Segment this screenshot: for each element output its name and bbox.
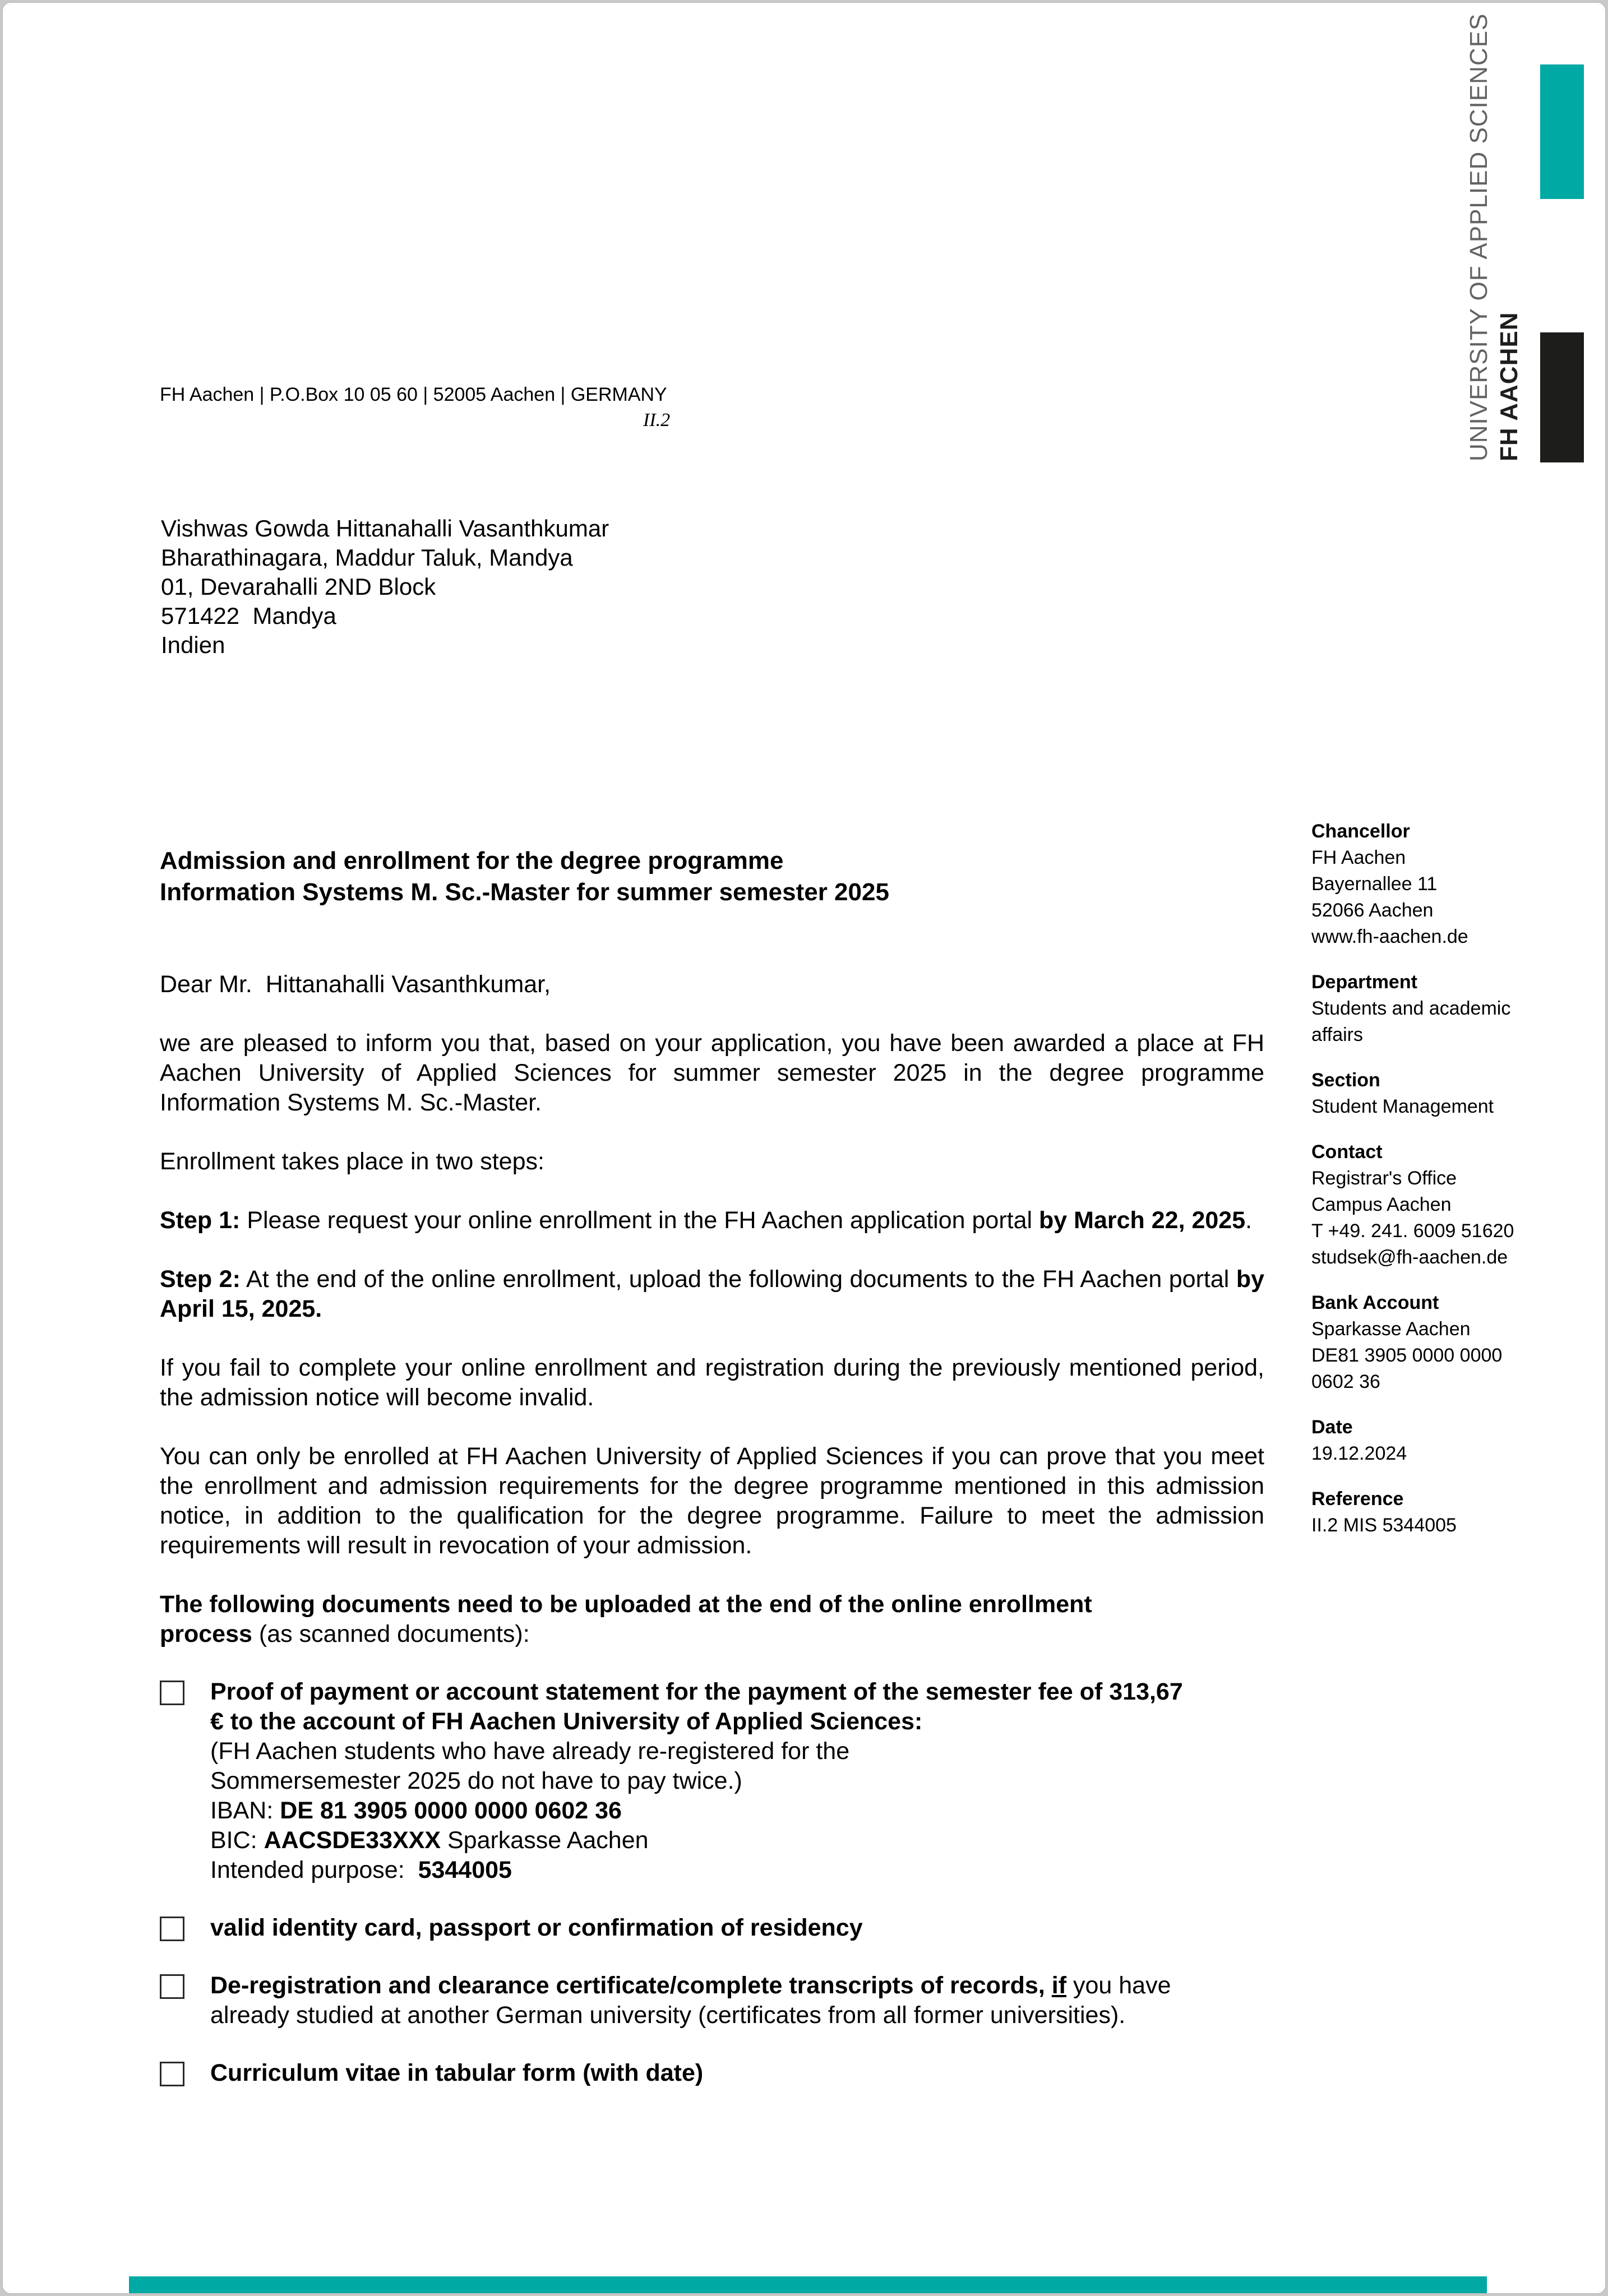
sidebar-date-value: 19.12.2024 [1311, 1443, 1407, 1464]
logo-subtitle: UNIVERSITY OF APPLIED SCIENCES [1465, 13, 1493, 461]
checklist-item-identity-text [210, 1913, 1236, 1943]
sidebar-line: Students and academic [1311, 998, 1511, 1019]
sidebar-iban: 0602 36 [1311, 1371, 1380, 1392]
paragraph-steps-intro: Enrollment takes place in two steps: [160, 1148, 544, 1175]
cv-requirement: Curriculum vitae in tabular form (with date) [210, 2059, 704, 2086]
sidebar-block-department [1311, 969, 1565, 1048]
footer-accent-bar [129, 2276, 1487, 2293]
sender-area [160, 382, 670, 433]
purpose-value: 5344005 [418, 1857, 512, 1883]
sidebar-block-date [1311, 1414, 1565, 1467]
documents-heading [160, 1590, 1147, 1649]
sidebar-title-section: Section [1311, 1070, 1380, 1091]
subject-line-2: Information Systems M. Sc.-Master for summer semester 2025 [160, 878, 889, 906]
step1-text: Please request your online enrollment in the FH Aachen application portal [240, 1207, 1039, 1234]
checklist-item-cv-text [210, 2058, 1236, 2088]
step1-label: Step 1: [160, 1207, 241, 1234]
subject-line-1: Admission and enrollment for the degree programme [160, 847, 784, 874]
bic-value: AACSDE33XXX [264, 1827, 441, 1854]
brand-teal-block [1540, 64, 1584, 199]
sidebar-line: Student Management [1311, 1096, 1494, 1117]
sidebar-email: studsek@fh-aachen.de [1311, 1247, 1508, 1268]
recipient-street: Bharathinagara, Maddur Taluk, Mandya [161, 544, 573, 571]
sidebar-website: www.fh-aachen.de [1311, 926, 1468, 947]
step2-label: Step 2: [160, 1266, 241, 1293]
checklist-item-identity [160, 1913, 1264, 1943]
salutation: Dear Mr. Hittanahalli Vasanthkumar, [160, 971, 551, 998]
checklist-item-deregistration [160, 1971, 1264, 2030]
payment-requirement: Proof of payment or account statement for the payment of the semester fee of 313,67 € to the account of FH Aachen University of Applied Sciences: [210, 1678, 1183, 1735]
sender-return-address: FH Aachen | P.O.Box 10 05 60 | 52005 Aachen | GERMANY [160, 384, 667, 405]
subject-heading [160, 845, 1264, 908]
recipient-name: Vishwas Gowda Hittanahalli Vasanthkumar [161, 515, 609, 541]
sidebar-line: FH Aachen [1311, 847, 1406, 868]
recipient-country: Indien [161, 632, 225, 658]
sidebar-block-bank-account [1311, 1290, 1565, 1395]
checklist-item-payment-text [210, 1677, 1236, 1885]
sidebar-title-reference: Reference [1311, 1488, 1404, 1510]
checkbox-icon [160, 2062, 184, 2086]
sidebar-title-bank-account: Bank Account [1311, 1292, 1439, 1313]
sidebar-iban: DE81 3905 0000 0000 [1311, 1345, 1503, 1366]
sidebar-line: Campus Aachen [1311, 1194, 1452, 1215]
paragraph-step1 [160, 1206, 1264, 1235]
step1-deadline: by March 22, 2025 [1039, 1207, 1246, 1234]
bic-bank-name: Sparkasse Aachen [441, 1827, 649, 1854]
letter-body [160, 845, 1264, 2116]
paragraph-requirements: You can only be enrolled at FH Aachen University of Applied Sciences if you can prove that you meet the enrollment and admission requirements for the degree programme mentioned in this admission notice, in addition to the qualification for the degree programme. Failure to meet the admission requirements will result in revocation of your admission. [160, 1443, 1264, 1559]
fh-aachen-logo [1464, 2, 1524, 461]
sidebar-block-reference [1311, 1486, 1565, 1539]
sidebar-phone: T +49. 241. 6009 51620 [1311, 1220, 1514, 1242]
iban-line [210, 1796, 1236, 1826]
unit-reference: II.2 [643, 410, 671, 430]
checkbox-icon [160, 1681, 184, 1705]
sidebar-line: Registrar's Office [1311, 1168, 1457, 1189]
sidebar-line: Bayernallee 11 [1311, 873, 1438, 895]
step2-deadline: by April 15, 2025. [160, 1266, 1264, 1322]
sidebar-block-contact [1311, 1139, 1565, 1271]
sidebar-title-date: Date [1311, 1417, 1353, 1438]
checklist-item-payment [160, 1677, 1264, 1885]
paragraph-invalid-notice: If you fail to complete your online enrollment and registration during the previously mentioned period, the admission notice will become invalid. [160, 1354, 1264, 1411]
sidebar-line: 52066 Aachen [1311, 900, 1434, 921]
sidebar-title-department: Department [1311, 971, 1417, 993]
payment-note-line2: Sommersemester 2025 do not have to pay twice.) [210, 1767, 742, 1794]
recipient-street2: 01, Devarahalli 2ND Block [161, 573, 436, 600]
brand-black-block [1540, 332, 1584, 462]
sidebar-info [1311, 818, 1565, 1558]
paragraph-award: we are pleased to inform you that, based on your application, you have been awarded a place at FH Aachen University of Applied Sciences for summer semester 2025 in the degree programme Information Systems M. Sc.-Master. [160, 1030, 1264, 1116]
purpose-label: Intended purpose: [210, 1857, 418, 1883]
documents-heading-rest: (as scanned documents): [252, 1621, 530, 1647]
iban-value: DE 81 3905 0000 0000 0602 36 [280, 1797, 622, 1824]
sidebar-block-chancellor [1311, 818, 1565, 950]
checkbox-icon [160, 1974, 184, 1999]
letter-page [2, 2, 1606, 2294]
identity-requirement: valid identity card, passport or confirmation of residency [210, 1914, 863, 1941]
step1-suffix: . [1245, 1207, 1253, 1234]
sidebar-reference-value: II.2 MIS 5344005 [1311, 1515, 1457, 1536]
sidebar-title-chancellor: Chancellor [1311, 821, 1410, 842]
documents-heading-bold: The following documents need to be uploaded at the end of the online enrollment process [160, 1591, 1092, 1647]
checkbox-icon [160, 1917, 184, 1941]
bic-label: BIC: [210, 1827, 264, 1854]
bic-line [210, 1826, 1236, 1855]
paragraph-step2 [160, 1265, 1264, 1324]
sidebar-title-contact: Contact [1311, 1141, 1383, 1163]
sidebar-block-section [1311, 1067, 1565, 1120]
iban-label: IBAN: [210, 1797, 280, 1824]
payment-note-line1: (FH Aachen students who have already re-registered for the [210, 1738, 850, 1765]
checklist-item-deregistration-text [210, 1971, 1236, 2030]
deregistration-requirement: De-registration and clearance certificate/complete transcripts of records, [210, 1972, 1052, 1999]
purpose-line [210, 1855, 1236, 1885]
sidebar-line: affairs [1311, 1024, 1363, 1045]
sidebar-line: Sparkasse Aachen [1311, 1318, 1471, 1340]
recipient-city: 571422 Mandya [161, 603, 336, 629]
checklist-item-cv [160, 2058, 1264, 2088]
deregistration-if: if [1051, 1972, 1067, 1999]
logo-title: FH AACHEN [1495, 312, 1523, 461]
deregistration-condition: you have already studied at another German university (certificates from all former universities). [210, 1972, 1171, 2029]
recipient-address [161, 514, 609, 660]
step2-text: At the end of the online enrollment, upload the following documents to the FH Aachen portal [240, 1266, 1236, 1293]
